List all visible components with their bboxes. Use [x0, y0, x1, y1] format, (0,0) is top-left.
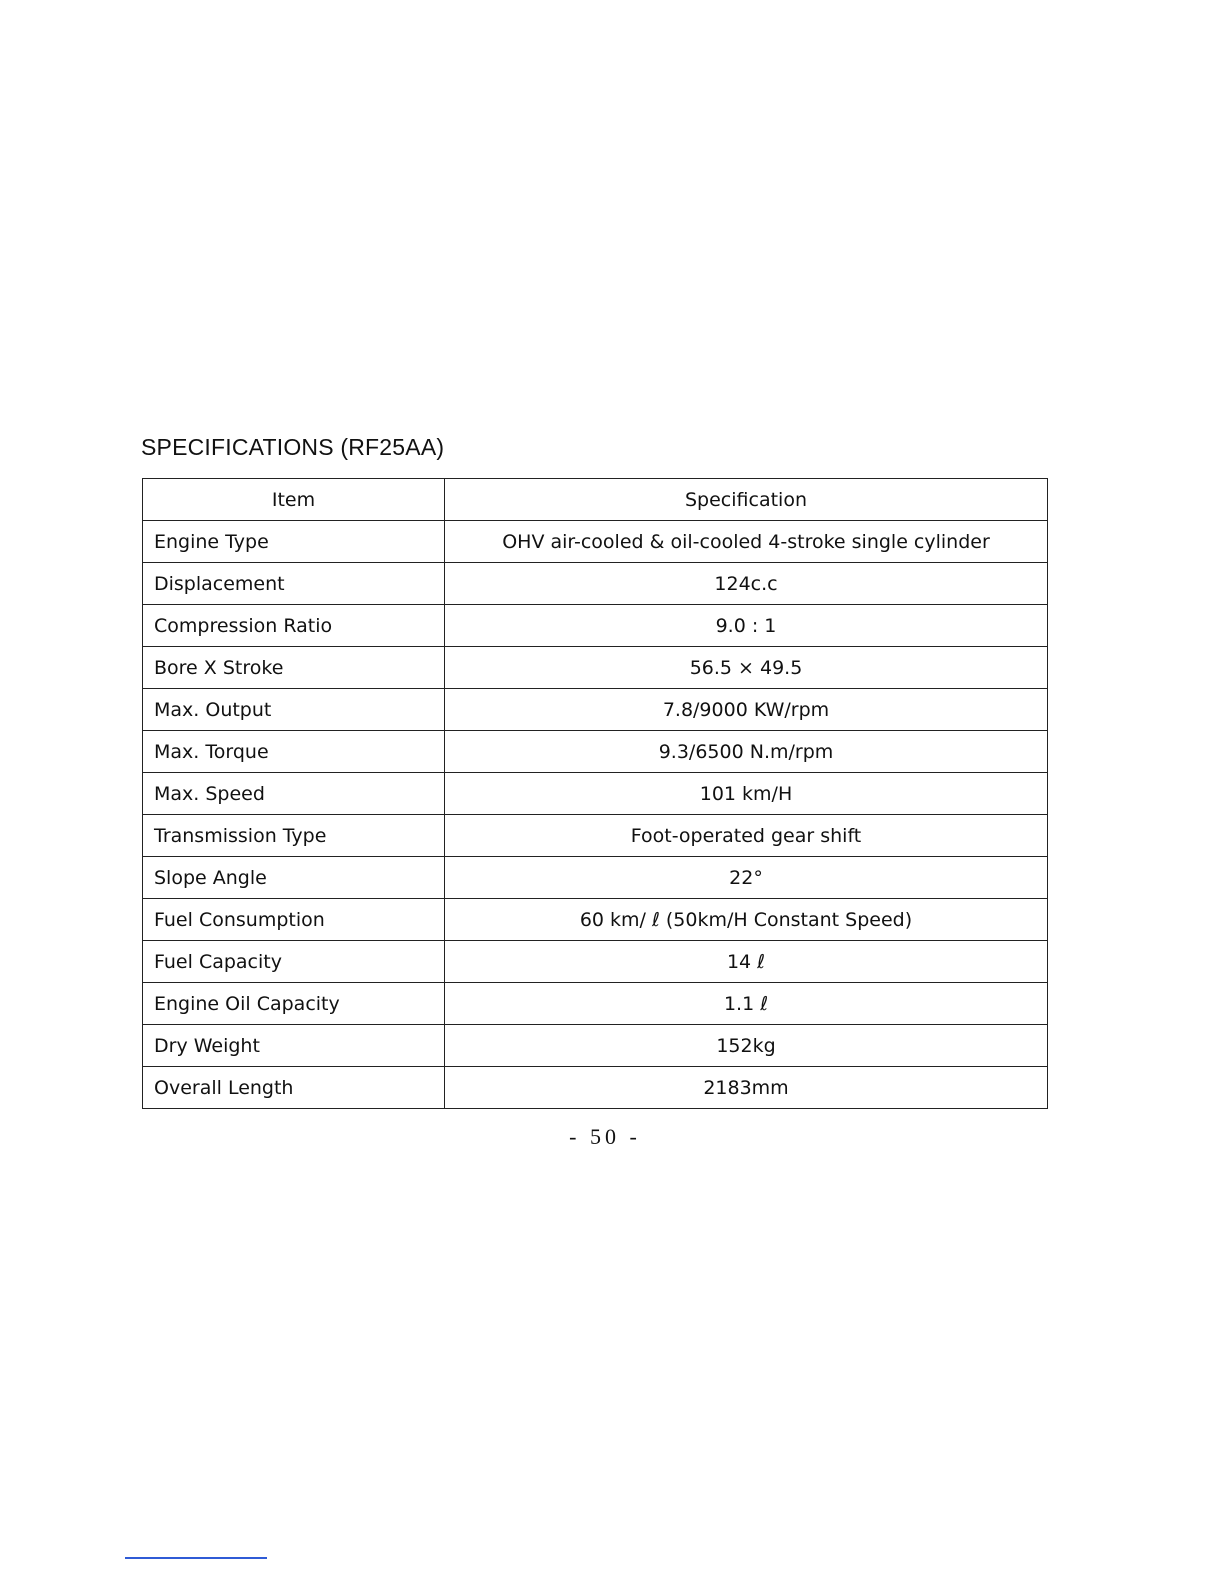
- specification-cell: 124c.c: [445, 563, 1048, 605]
- specification-cell: 7.8/9000 KW/rpm: [445, 689, 1048, 731]
- specification-cell: 101 km/H: [445, 773, 1048, 815]
- item-cell: Transmission Type: [143, 815, 445, 857]
- item-cell: Fuel Capacity: [143, 941, 445, 983]
- column-header-item: Item: [143, 479, 445, 521]
- table-row: [143, 1067, 1048, 1109]
- column-header-specification: Specification: [445, 479, 1048, 521]
- table-row: [143, 563, 1048, 605]
- item-cell: Displacement: [143, 563, 445, 605]
- specification-cell: 60 km/ ℓ (50km/H Constant Speed): [445, 899, 1048, 941]
- specification-cell: OHV air-cooled & oil-cooled 4-stroke single cylinder: [445, 521, 1048, 563]
- specification-cell: Foot-operated gear shift: [445, 815, 1048, 857]
- table-row: [143, 521, 1048, 563]
- item-cell: Bore X Stroke: [143, 647, 445, 689]
- table-row: [143, 815, 1048, 857]
- table-row: [143, 857, 1048, 899]
- item-cell: Engine Oil Capacity: [143, 983, 445, 1025]
- table-row: [143, 605, 1048, 647]
- item-cell: Fuel Consumption: [143, 899, 445, 941]
- specification-cell: 152kg: [445, 1025, 1048, 1067]
- table-row: [143, 1025, 1048, 1067]
- specification-cell: 56.5 × 49.5: [445, 647, 1048, 689]
- table-row: [143, 647, 1048, 689]
- table-row: [143, 731, 1048, 773]
- item-cell: Dry Weight: [143, 1025, 445, 1067]
- specification-cell: 14 ℓ: [445, 941, 1048, 983]
- page-title: SPECIFICATIONS (RF25AA): [141, 434, 445, 460]
- specification-cell: 9.3/6500 N.m/rpm: [445, 731, 1048, 773]
- table-row: [143, 689, 1048, 731]
- specification-cell: 1.1 ℓ: [445, 983, 1048, 1025]
- table-row: [143, 941, 1048, 983]
- item-cell: Max. Torque: [143, 731, 445, 773]
- item-cell: Compression Ratio: [143, 605, 445, 647]
- table-row: [143, 773, 1048, 815]
- specification-cell: 9.0 : 1: [445, 605, 1048, 647]
- item-cell: Max. Output: [143, 689, 445, 731]
- table-row: [143, 899, 1048, 941]
- specification-cell: 2183mm: [445, 1067, 1048, 1109]
- table-row: [143, 983, 1048, 1025]
- page-number: - 50 -: [569, 1124, 641, 1149]
- item-cell: Overall Length: [143, 1067, 445, 1109]
- item-cell: Engine Type: [143, 521, 445, 563]
- item-cell: Max. Speed: [143, 773, 445, 815]
- bottom-divider: [125, 1557, 267, 1559]
- item-cell: Slope Angle: [143, 857, 445, 899]
- specification-cell: 22°: [445, 857, 1048, 899]
- table-header-row: [143, 479, 1048, 521]
- specifications-table: [142, 478, 1048, 1109]
